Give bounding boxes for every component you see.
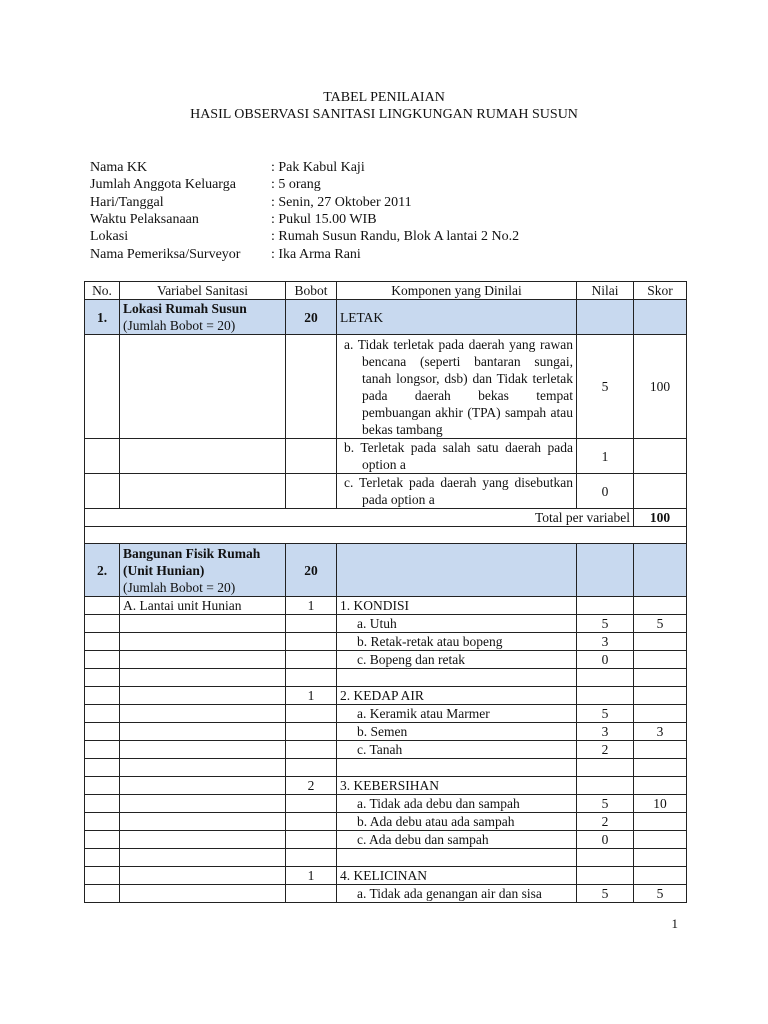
assessment-table <box>84 281 687 903</box>
nilai-value: 0 <box>577 474 634 509</box>
skor-value: 3 <box>634 723 687 741</box>
info-row <box>90 176 519 193</box>
table-row <box>85 474 687 509</box>
info-label: Jumlah Anggota Keluarga <box>90 177 236 193</box>
info-label: Nama Pemeriksa/Surveyor <box>90 246 241 262</box>
table-row <box>85 439 687 474</box>
spacer-row <box>85 759 687 777</box>
table-row <box>85 687 687 705</box>
criteria-option: b. Retak-retak atau bopeng <box>337 633 577 651</box>
section-row <box>85 300 687 335</box>
section-name: Bangunan Fisik Rumah (Unit Hunian) <box>123 545 261 578</box>
criteria-option: c. Tanah <box>337 741 577 759</box>
section-weight: 20 <box>286 544 337 597</box>
document-title: TABEL PENILAIAN <box>323 90 445 105</box>
respondent-info <box>90 159 519 263</box>
nilai-value: 0 <box>577 651 634 669</box>
section-weight-note: (Jumlah Bobot = 20) <box>123 579 236 595</box>
info-value: : Rumah Susun Randu, Blok A lantai 2 No.2 <box>271 229 520 245</box>
nilai-value: 5 <box>577 795 634 813</box>
nilai-value: 2 <box>577 741 634 759</box>
table-row <box>85 723 687 741</box>
component-weight: 1 <box>286 867 337 885</box>
spacer-row <box>85 849 687 867</box>
spacer-row <box>85 527 687 544</box>
criteria-option: a. Tidak ada genangan air dan sisa <box>337 885 577 903</box>
info-row <box>90 211 519 228</box>
table-row <box>85 885 687 903</box>
table-row <box>85 651 687 669</box>
table-row <box>85 633 687 651</box>
header-bobot: Bobot <box>286 282 337 300</box>
table-row <box>85 813 687 831</box>
info-label: Waktu Pelaksanaan <box>90 212 199 228</box>
criteria-option: c. Terletak pada daerah yang disebutkan pada option a <box>344 475 573 507</box>
info-value: : Ika Arma Rani <box>271 246 361 262</box>
criteria-option: a. Tidak terletak pada daerah yang rawan bencana (seperti bantaran sungai, tanah longsor, dsb) dan Tidak terletak pada daerah bekas tempat pembuangan akhir (TPA) sampah atau bekas tambang <box>344 336 573 437</box>
info-value: : Senin, 27 Oktober 2011 <box>271 194 412 210</box>
header-skor: Skor <box>634 282 687 300</box>
component-weight: 2 <box>286 777 337 795</box>
section-weight: 20 <box>286 300 337 335</box>
total-label: Total per variabel <box>85 509 634 527</box>
criteria-option: b. Ada debu atau ada sampah <box>337 813 577 831</box>
page-number: 1 <box>671 916 678 931</box>
nilai-value: 5 <box>577 615 634 633</box>
total-row <box>85 509 687 527</box>
sub-variable: A. Lantai unit Hunian <box>120 597 286 615</box>
skor-value: 10 <box>634 795 687 813</box>
table-row <box>85 741 687 759</box>
header-nilai: Nilai <box>577 282 634 300</box>
table-row <box>85 831 687 849</box>
info-row <box>90 228 519 245</box>
skor-value: 5 <box>634 885 687 903</box>
info-value: : Pukul 15.00 WIB <box>271 212 377 228</box>
info-row <box>90 245 519 262</box>
component-weight: 1 <box>286 687 337 705</box>
table-row <box>85 777 687 795</box>
skor-value: 5 <box>634 615 687 633</box>
table-row <box>85 867 687 885</box>
component-title: 3. KEBERSIHAN <box>337 777 577 795</box>
nilai-value: 5 <box>577 705 634 723</box>
criteria-option: b. Semen <box>337 723 577 741</box>
criteria-option: a. Keramik atau Marmer <box>337 705 577 723</box>
skor-value: 100 <box>634 335 687 439</box>
criteria-option: c. Bopeng dan retak <box>337 651 577 669</box>
info-label: Hari/Tanggal <box>90 194 164 210</box>
table-row <box>85 335 687 439</box>
nilai-value: 5 <box>577 335 634 439</box>
info-value: : Pak Kabul Kaji <box>271 160 365 176</box>
nilai-value: 3 <box>577 633 634 651</box>
criteria-option: a. Tidak ada debu dan sampah <box>337 795 577 813</box>
nilai-value: 3 <box>577 723 634 741</box>
header-komponen: Komponen yang Dinilai <box>337 282 577 300</box>
info-row <box>90 159 519 176</box>
section-variable <box>120 544 286 597</box>
info-row <box>90 194 519 211</box>
nilai-value: 0 <box>577 831 634 849</box>
criteria-option: b. Terletak pada salah satu daerah pada option a <box>344 440 573 472</box>
info-label: Lokasi <box>90 229 129 245</box>
section-number: 2. <box>85 544 120 597</box>
table-row <box>85 795 687 813</box>
component-title: 4. KELICINAN <box>337 867 577 885</box>
info-value: : 5 orang <box>271 177 321 193</box>
section-number: 1. <box>85 300 120 335</box>
component-weight: 1 <box>286 597 337 615</box>
table-row <box>85 705 687 723</box>
section-weight-note: (Jumlah Bobot = 20) <box>123 318 236 333</box>
section-name: Lokasi Rumah Susun <box>123 301 247 316</box>
nilai-value: 5 <box>577 885 634 903</box>
nilai-value: 2 <box>577 813 634 831</box>
spacer-row <box>85 669 687 687</box>
component-title: 2. KEDAP AIR <box>337 687 577 705</box>
section-row <box>85 544 687 597</box>
info-label: Nama KK <box>90 160 148 176</box>
table-header-row <box>85 282 687 300</box>
nilai-value: 1 <box>577 439 634 474</box>
document-subtitle: HASIL OBSERVASI SANITASI LINGKUNGAN RUMAH SUSUN <box>190 107 578 122</box>
section-variable <box>120 300 286 335</box>
component-title: LETAK <box>337 300 577 335</box>
component-title: 1. KONDISI <box>337 597 577 615</box>
table-row <box>85 597 687 615</box>
criteria-option: a. Utuh <box>337 615 577 633</box>
header-variabel: Variabel Sanitasi <box>120 282 286 300</box>
total-value: 100 <box>634 509 687 527</box>
header-no: No. <box>85 282 120 300</box>
criteria-option: c. Ada debu dan sampah <box>337 831 577 849</box>
table-row <box>85 615 687 633</box>
